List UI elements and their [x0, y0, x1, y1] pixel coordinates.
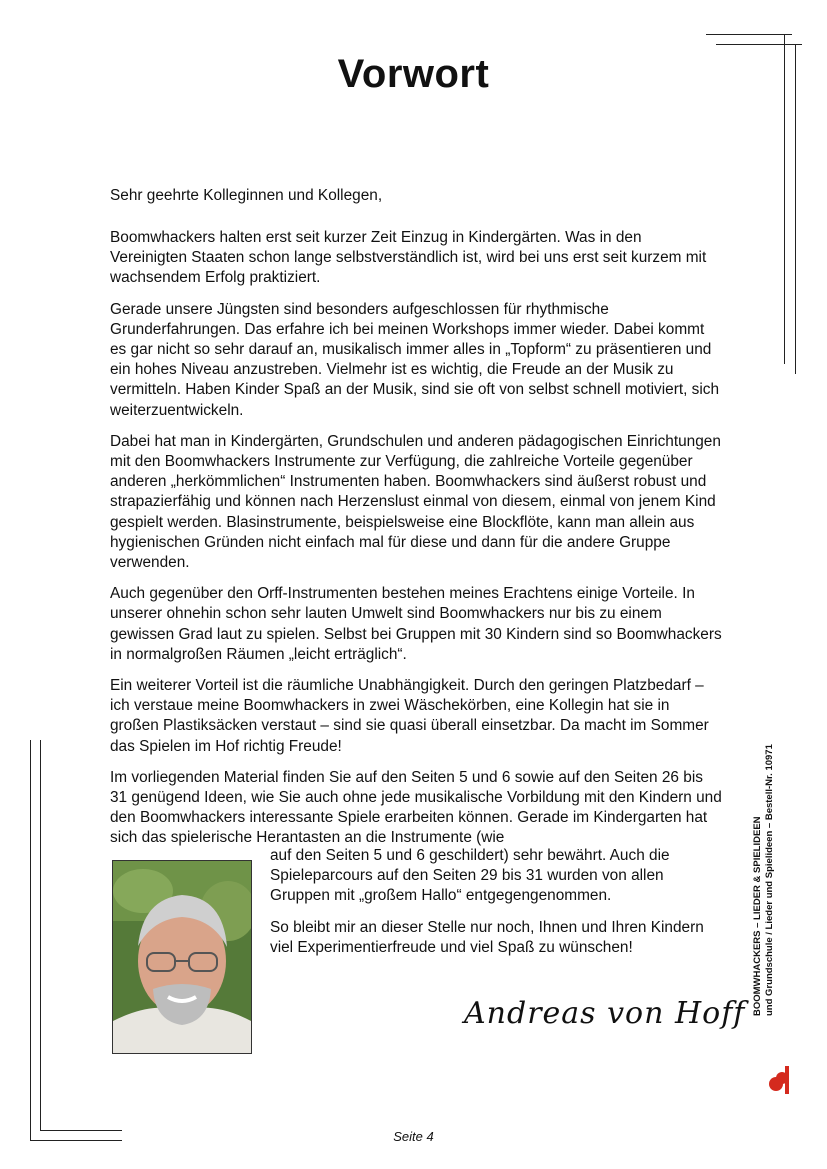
paragraph-4: Auch gegenüber den Orff-Instrumenten bestehen meines Erachtens einige Vorteile. In unserer ohnehin schon sehr lauten Umwelt sind Boomwhackers nur bis zu einem gewissen Grad laut zu spielen. Selbst bei Gruppen mit 30 Kindern sind so Boomwhackers in normalgroßen Räumen „leicht erträglich“. — [110, 585, 722, 663]
paragraph-3: Dabei hat man in Kindergärten, Grundschulen und anderen pädagogischen Einrichtungen mit den Boomwhackers Instrumente zur Verfügung, die zahlreiche Vorteile gegenüber anderen „herkömmlichen“ Instrumenten haben. Boomwhackers sind äußerst robust und strapazierfähig und können nach Herzenslust einmal von diesem, einmal von jenem Kind gespielt werden. Blasinstrumente, beispielsweise eine Blockflöte, kann man allein aus hygienischen Gründen nicht einfach mal für diese und dann für die andere Gruppe verwenden. — [110, 432, 721, 572]
paragraph-5: Ein weiterer Vorteil ist die räumliche Unabhängigkeit. Durch den geringen Platzbedarf – ich verstaue meine Boomwhackers in zwei Wäschekörben, eine Kollegin hat sie in großen Plastiksäcken verstaut – sind sie quasi überall einsetzbar. Da macht im Sommer das Spielen im Hof richtig Freude! — [110, 677, 709, 755]
frame-top-right-h2 — [716, 44, 802, 45]
right-paragraph-2: So bleibt mir an dieser Stelle nur noch, Ihnen und Ihren Kindern viel Experimentierfreude und viel Spaß zu wünschen! — [270, 918, 704, 956]
publisher-logo — [768, 1066, 790, 1094]
right-paragraph-1: auf den Seiten 5 und 6 geschildert) sehr bewährt. Auch die Spieleparcours auf den Seiten 29 bis 31 wurden von allen Gruppen mit „großem Hallo“ entgegengenommen. — [270, 847, 670, 905]
spine-line-1: BOOMWHACKERS – LIEDER & SPIELIDEEN — [752, 816, 763, 1016]
spine-line-2: und Grundschule / Lieder und Spielideen – Bestell-Nr. 10971 — [764, 744, 775, 1016]
salutation: Sehr geehrte Kolleginnen und Kollegen, — [110, 187, 383, 204]
author-photo — [112, 860, 252, 1054]
author-portrait-icon — [113, 861, 251, 1053]
frame-bottom-left-v1 — [30, 740, 31, 1140]
paragraph-6: Im vorliegenden Material finden Sie auf den Seiten 5 und 6 sowie auf den Seiten 26 bis 31 genügend Ideen, wie Sie auch ohne jede musikalische Vorbildung mit den Kindern und den Boomwhackers interessante Spiele erarbeiten können. Gerade im Kindergarten hat sich das spielerische Herantasten an die Instrumente (wie — [110, 768, 722, 847]
kohl-verlag-logo-icon — [768, 1066, 790, 1094]
spine-text — [752, 656, 812, 1016]
page-title: Vorwort — [337, 52, 490, 96]
author-signature: Andreas von Hoff — [464, 996, 746, 1031]
frame-top-right-h1 — [706, 34, 792, 35]
frame-bottom-left-v2 — [40, 740, 41, 1130]
page-number: Seite 4 — [393, 1129, 434, 1144]
body-paragraphs — [110, 228, 722, 860]
right-column-text — [270, 846, 722, 969]
paragraph-1: Boomwhackers halten erst seit kurzer Zeit Einzug in Kindergärten. Was in den Vereinigten Staaten schon lange selbstverständlich ist, wird bei uns erst seit kurzem mit wachsendem Erfolg praktiziert. — [110, 229, 707, 287]
paragraph-2: Gerade unsere Jüngsten sind besonders aufgeschlossen für rhythmische Grunderfahrungen. Das erfahre ich bei meinen Workshops immer wieder. Dabei kommt es gar nicht so sehr darauf an, musikalisch immer alles in „Topform“ zu präsentieren und ein hohes Niveau anzustreben. Vielmehr ist es wichtig, die Freude an der Musik zu vermitteln. Haben Kinder Spaß an der Musik, sind sie oft von selbst schnell motiviert, sich weiterzuentwickeln. — [110, 300, 720, 419]
